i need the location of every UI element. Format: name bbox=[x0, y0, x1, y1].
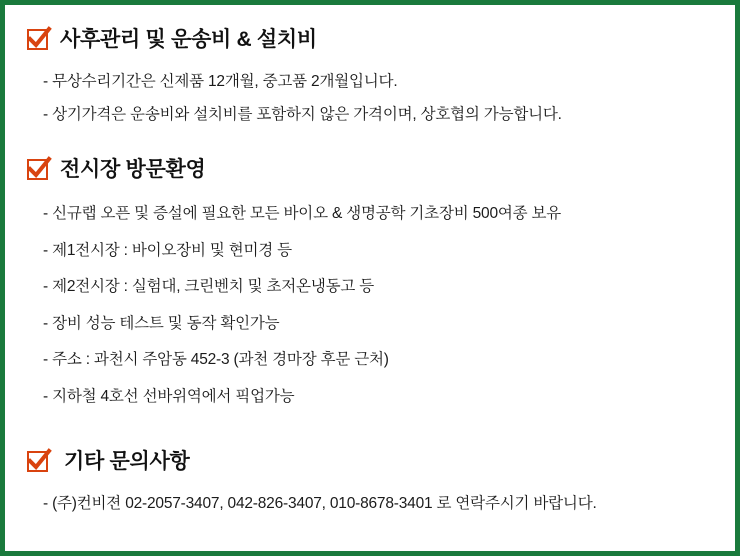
bullet-list bbox=[27, 196, 717, 415]
section-showroom-visit bbox=[27, 157, 717, 415]
section-header bbox=[27, 157, 717, 182]
list-item: - 제1전시장 : 바이오장비 및 현미경 등 bbox=[43, 241, 292, 259]
orange-check-box-icon bbox=[27, 159, 48, 180]
section-after-service bbox=[27, 27, 717, 131]
orange-check-box-icon bbox=[27, 451, 48, 472]
list-item: - (주)컨비젼 02-2057-3407, 042-826-3407, 010-8678-3401 로 연락주시기 바랍니다. bbox=[43, 495, 597, 513]
section-header bbox=[27, 27, 717, 52]
list-item: - 지하철 4호선 선바위역에서 픽업가능 bbox=[43, 387, 295, 405]
section-other-inquiry bbox=[27, 449, 717, 521]
bullet-list bbox=[27, 488, 717, 520]
section-header bbox=[27, 449, 717, 474]
list-item: - 무상수리기간은 신제품 12개월, 중고품 2개월입니다. bbox=[43, 73, 398, 91]
list-item: - 주소 : 과천시 주암동 452-3 (과천 경마장 후문 근처) bbox=[43, 351, 389, 369]
orange-check-box-icon bbox=[27, 29, 48, 50]
list-item: - 장비 성능 테스트 및 동작 확인가능 bbox=[43, 314, 280, 332]
list-item: - 제2전시장 : 실험대, 크린벤치 및 초저온냉동고 등 bbox=[43, 278, 375, 296]
list-item: - 상기가격은 운송비와 설치비를 포함하지 않은 가격이며, 상호협의 가능합니다. bbox=[43, 105, 562, 123]
bullet-list bbox=[27, 66, 717, 131]
section-title: 사후관리 및 운송비 & 설치비 bbox=[60, 28, 317, 51]
section-title: 기타 문의사항 bbox=[64, 450, 190, 474]
list-item: - 신규랩 오픈 및 증설에 필요한 모든 바이오 & 생명공학 기초장비 500여종 보유 bbox=[43, 205, 562, 223]
section-title: 전시장 방문환영 bbox=[60, 158, 206, 182]
